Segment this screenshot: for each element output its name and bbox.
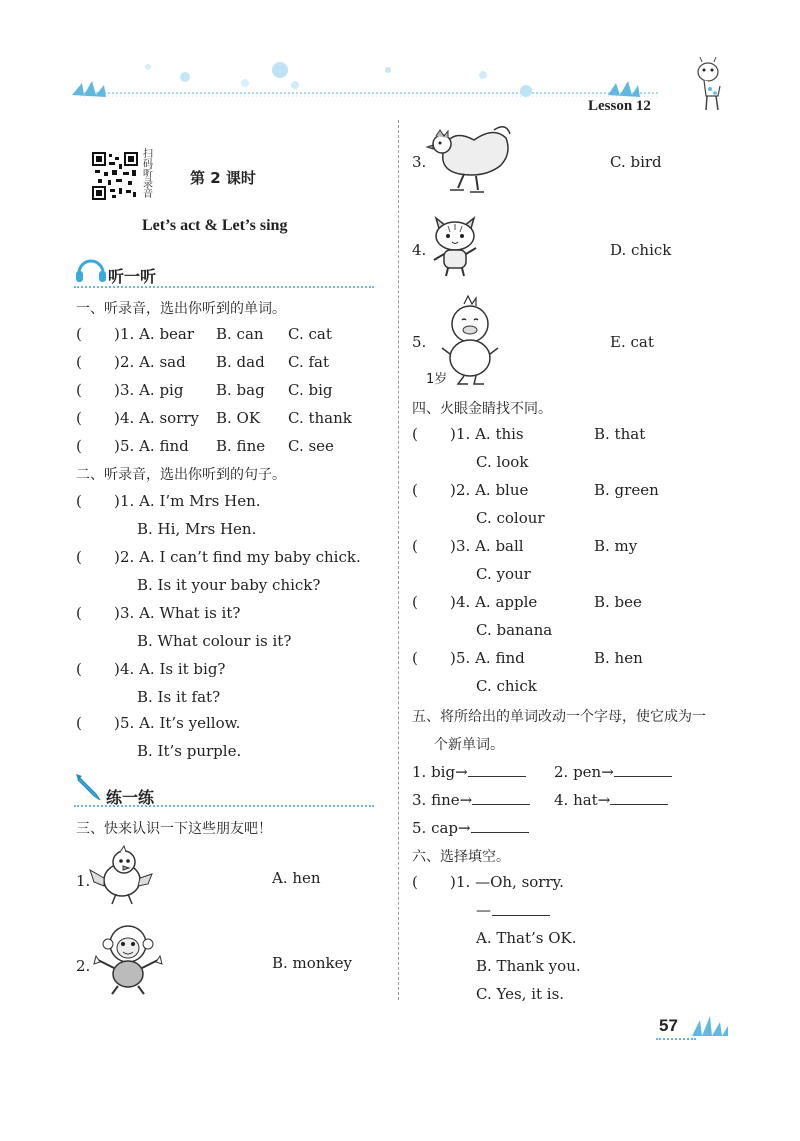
match-option: A. hen xyxy=(272,869,321,887)
word-prompt: 3. fine→ xyxy=(412,791,473,809)
answer-close[interactable]: ) xyxy=(114,409,120,427)
answer-close[interactable]: ) xyxy=(114,325,120,343)
word-change-item xyxy=(412,790,530,809)
answer-blank[interactable] xyxy=(614,762,672,777)
lesson-label: Lesson 12 xyxy=(588,98,651,114)
answer-close[interactable]: ) xyxy=(450,593,456,611)
option-a: 1. A. I’m Mrs Hen. xyxy=(120,492,261,510)
option-a: 3. A. What is it? xyxy=(120,604,241,622)
option-a: 5. A. find xyxy=(456,649,525,667)
monkey-picture xyxy=(88,920,168,998)
option-a: 1. A. bear xyxy=(120,325,195,343)
option-b: B. Is it your baby chick? xyxy=(137,576,321,594)
match-option: B. monkey xyxy=(272,954,352,972)
picture-number: 5. xyxy=(412,333,427,351)
answer-open[interactable]: ( xyxy=(76,604,82,622)
answer-blank[interactable] xyxy=(471,818,529,833)
q5-title-line2: 个新单词。 xyxy=(434,737,504,753)
option-b: B. that xyxy=(594,425,646,443)
option-b: B. Is it fat? xyxy=(137,688,221,706)
option-a: 4. A. Is it big? xyxy=(120,660,226,678)
answer-open[interactable]: ( xyxy=(76,714,82,732)
answer-open[interactable]: ( xyxy=(76,492,82,510)
answer-open[interactable]: ( xyxy=(76,381,82,399)
option-c: C. colour xyxy=(476,509,545,527)
answer-close[interactable]: ) xyxy=(450,649,456,667)
option-a: 4. A. apple xyxy=(456,593,538,611)
q1-title: 一、听录音，选出你听到的单词。 xyxy=(76,301,286,317)
reply-blank[interactable] xyxy=(492,901,550,916)
match-option: C. bird xyxy=(610,153,662,171)
answer-open[interactable]: ( xyxy=(76,325,82,343)
option-b: B. bee xyxy=(594,593,642,611)
option-b: B. bag xyxy=(216,381,265,399)
hen-picture xyxy=(424,118,516,194)
lesson-part-title: 第 2 课时 xyxy=(190,169,256,187)
list-item xyxy=(412,649,712,695)
practice-divider xyxy=(74,805,374,807)
option-a: 5. A. find xyxy=(120,437,189,455)
list-item xyxy=(76,714,376,760)
choice-option: A. That’s OK. xyxy=(476,929,577,947)
answer-open[interactable]: ( xyxy=(412,425,418,443)
grass-icon xyxy=(690,1012,730,1038)
option-a: 5. A. It’s yellow. xyxy=(120,714,241,732)
word-prompt: 4. hat→ xyxy=(554,791,611,809)
option-a: 4. A. sorry xyxy=(120,409,199,427)
answer-open[interactable]: ( xyxy=(412,649,418,667)
footer-dots xyxy=(656,1038,696,1040)
option-b: B. fine xyxy=(216,437,266,455)
option-c: C. fat xyxy=(288,353,330,371)
option-b: B. can xyxy=(216,325,264,343)
answer-open[interactable]: ( xyxy=(76,437,82,455)
q2-title: 二、听录音，选出你听到的句子。 xyxy=(76,467,286,483)
option-b: B. Hi, Mrs Hen. xyxy=(137,520,257,538)
word-change-item xyxy=(412,762,526,781)
answer-open[interactable]: ( xyxy=(412,537,418,555)
answer-open[interactable]: ( xyxy=(76,548,82,566)
match-option: D. chick xyxy=(610,241,672,259)
answer-open[interactable]: ( xyxy=(76,409,82,427)
answer-close[interactable]: ) xyxy=(114,437,120,455)
option-b: B. dad xyxy=(216,353,265,371)
picture-number: 4. xyxy=(412,241,427,259)
option-c: C. thank xyxy=(288,409,352,427)
list-item xyxy=(412,425,712,471)
pencil-icon xyxy=(74,772,106,802)
answer-open[interactable]: ( xyxy=(76,353,82,371)
option-c: C. banana xyxy=(476,621,553,639)
answer-open[interactable]: ( xyxy=(76,660,82,678)
column-divider xyxy=(398,120,399,1000)
list-item xyxy=(412,481,712,527)
word-change-item xyxy=(554,790,668,809)
answer-close[interactable]: ) xyxy=(450,537,456,555)
answer-close[interactable]: ) xyxy=(114,714,120,732)
q6-item xyxy=(412,873,712,1003)
q4-title: 四、火眼金睛找不同。 xyxy=(412,401,552,417)
q5-title-line1: 五、将所给出的单词改动一个字母，使它成为一 xyxy=(412,709,706,725)
option-c: C. see xyxy=(288,437,334,455)
answer-blank[interactable] xyxy=(468,762,526,777)
answer-close[interactable]: ) xyxy=(114,353,120,371)
word-prompt: 5. cap→ xyxy=(412,819,471,837)
qr-code xyxy=(92,152,138,200)
headphones-icon xyxy=(74,253,108,285)
option-c: C. chick xyxy=(476,677,537,695)
chick-picture xyxy=(438,294,502,386)
option-a: 2. A. sad xyxy=(120,353,186,371)
answer-open[interactable]: ( xyxy=(412,593,418,611)
picture-number: 1. xyxy=(76,872,91,890)
practice-heading: 练一练 xyxy=(106,788,155,807)
list-item xyxy=(412,593,712,639)
answer-close[interactable]: ) xyxy=(450,425,456,443)
list-item xyxy=(412,537,712,583)
option-a: 3. A. ball xyxy=(456,537,524,555)
answer-close[interactable]: ) xyxy=(114,660,120,678)
list-item xyxy=(76,548,376,594)
page-subtitle: Let’s act & Let’s sing xyxy=(142,217,288,234)
bird-picture xyxy=(88,844,154,910)
option-a: 1. A. this xyxy=(456,425,524,443)
choice-option: C. Yes, it is. xyxy=(476,985,565,1003)
answer-open[interactable]: ( xyxy=(412,873,418,891)
option-c: C. cat xyxy=(288,325,332,343)
list-item xyxy=(76,660,376,706)
option-a: 3. A. pig xyxy=(120,381,184,399)
option-b: B. OK xyxy=(216,409,261,427)
option-b: B. What colour is it? xyxy=(137,632,292,650)
listen-divider xyxy=(74,286,374,288)
answer-open[interactable]: ( xyxy=(412,481,418,499)
answer-close[interactable]: ) xyxy=(450,873,456,891)
answer-close[interactable]: ) xyxy=(114,381,120,399)
option-a: 2. A. blue xyxy=(456,481,529,499)
option-b: B. hen xyxy=(594,649,643,667)
word-prompt: 2. pen→ xyxy=(554,763,614,781)
q6-title: 六、选择填空。 xyxy=(412,849,510,865)
answer-close[interactable]: ) xyxy=(450,481,456,499)
word-change-item xyxy=(554,762,672,781)
answer-blank[interactable] xyxy=(610,790,668,805)
question-text: 1. —Oh, sorry. xyxy=(456,873,564,891)
list-item xyxy=(76,604,376,650)
answer-close[interactable]: ) xyxy=(114,604,120,622)
choice-option: B. Thank you. xyxy=(476,957,581,975)
word-prompt: 1. big→ xyxy=(412,763,468,781)
option-b: B. green xyxy=(594,481,659,499)
qr-caption: 扫码听录音 xyxy=(143,149,153,200)
page-number: 57 xyxy=(659,1016,678,1035)
option-c: C. big xyxy=(288,381,333,399)
q3-title: 三、快来认识一下这些朋友吧！ xyxy=(76,821,272,837)
word-change-item xyxy=(412,818,529,837)
cat-picture xyxy=(426,208,484,280)
answer-blank[interactable] xyxy=(472,790,530,805)
option-b: B. my xyxy=(594,537,638,555)
option-c: C. look xyxy=(476,453,529,471)
picture-number: 3. xyxy=(412,153,427,171)
giraffe-icon xyxy=(688,56,728,114)
reply-dash: — xyxy=(476,901,491,919)
option-b: B. It’s purple. xyxy=(137,742,242,760)
list-item xyxy=(76,492,376,538)
picture-number: 2. xyxy=(76,957,91,975)
answer-close[interactable]: ) xyxy=(114,492,120,510)
answer-close[interactable]: ) xyxy=(114,548,120,566)
chick-age-tag: 1岁 xyxy=(426,372,448,387)
option-c: C. your xyxy=(476,565,531,583)
listen-heading: 听一听 xyxy=(108,267,157,286)
option-a: 2. A. I can’t find my baby chick. xyxy=(120,548,361,566)
match-option: E. cat xyxy=(610,333,654,351)
